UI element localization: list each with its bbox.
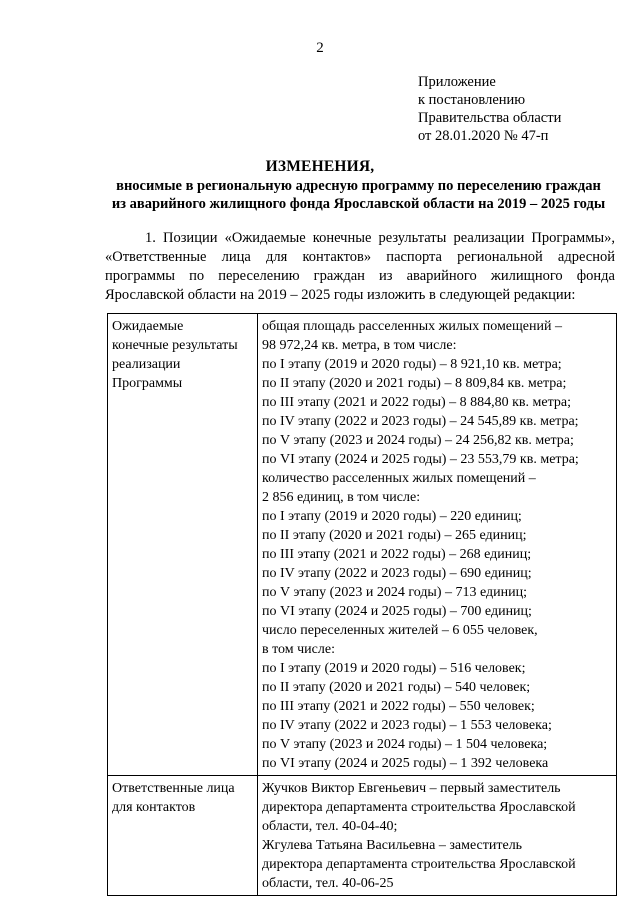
cell-line: директора департамента строительства Ярославской — [262, 800, 576, 815]
appendix-block — [418, 73, 561, 145]
cell-line: по II этапу (2020 и 2021 годы) – 540 человек; — [262, 680, 531, 695]
table-row — [108, 314, 617, 776]
cell-line: число переселенных жителей – 6 055 человек, — [262, 623, 538, 638]
cell-line: области, тел. 40-06-25 — [262, 876, 394, 891]
cell-line: по V этапу (2023 и 2024 годы) – 24 256,82 кв. метра; — [262, 433, 574, 448]
cell-line: по III этапу (2021 и 2022 годы) – 268 единиц; — [262, 547, 532, 562]
table-row — [108, 776, 617, 896]
subtitle-line: вносимые в региональную адресную программу по переселению граждан — [116, 178, 601, 194]
cell-line: общая площадь расселенных жилых помещений – — [262, 319, 562, 334]
row-label-contacts — [108, 776, 258, 896]
subtitle-line: из аварийного жилищного фонда Ярославской области на 2019 – 2025 годы — [111, 196, 606, 212]
cell-line: по III этапу (2021 и 2022 годы) – 8 884,80 кв. метра; — [262, 395, 572, 410]
cell-line: по IV этапу (2022 и 2023 годы) – 1 553 человека; — [262, 718, 552, 733]
cell-line: Жгулева Татьяна Васильевна – заместитель — [262, 838, 523, 853]
cell-line: директора департамента строительства Ярославской — [262, 857, 576, 872]
appendix-line: Приложение — [418, 74, 496, 90]
cell-line: по IV этапу (2022 и 2023 годы) – 690 единиц; — [262, 566, 532, 581]
cell-line: по III этапу (2021 и 2022 годы) – 550 человек; — [262, 699, 535, 714]
cell-line: по VI этапу (2024 и 2025 годы) – 700 единиц; — [262, 604, 532, 619]
document-subtitle — [96, 177, 621, 213]
cell-line: для контактов — [112, 800, 196, 815]
cell-line: по IV этапу (2022 и 2023 годы) – 24 545,89 кв. метра; — [262, 414, 579, 429]
page-number: 2 — [316, 40, 324, 56]
cell-line: 98 972,24 кв. метра, в том числе: — [262, 338, 457, 353]
cell-line: области, тел. 40-04-40; — [262, 819, 398, 834]
appendix-line: к постановлению — [418, 92, 526, 108]
cell-line: реализации — [112, 357, 181, 372]
appendix-line: от 28.01.2020 № 47-п — [418, 128, 549, 144]
cell-line: по V этапу (2023 и 2024 годы) – 1 504 человека; — [262, 737, 548, 752]
cell-line: по II этапу (2020 и 2021 годы) – 265 единиц; — [262, 528, 527, 543]
cell-line: по II этапу (2020 и 2021 годы) – 8 809,84 кв. метра; — [262, 376, 567, 391]
cell-line: Ответственные лица — [112, 781, 235, 796]
cell-line: в том числе: — [262, 642, 335, 657]
cell-line: по I этапу (2019 и 2020 годы) – 516 человек; — [262, 661, 526, 676]
cell-line: по I этапу (2019 и 2020 годы) – 8 921,10 кв. метра; — [262, 357, 562, 372]
cell-line: Ожидаемые — [112, 319, 184, 334]
cell-line: по VI этапу (2024 и 2025 годы) – 1 392 человека — [262, 756, 549, 771]
row-label-expected-results — [108, 314, 258, 776]
cell-line: по I этапу (2019 и 2020 годы) – 220 единиц; — [262, 509, 522, 524]
intro-text: 1. Позиции «Ожидаемые конечные результаты реализации Программы», «Ответственные лица для контактов» паспорта региональной адресной программы по переселению граждан из аварийного жилищного фонда Ярославской области на 2019 – 2025 годы изложить в следующей редакции: — [105, 230, 615, 303]
appendix-line: Правительства области — [418, 110, 562, 126]
intro-paragraph — [105, 229, 615, 305]
cell-line: конечные результаты — [112, 338, 238, 353]
row-value-contacts — [258, 776, 617, 896]
row-value-expected-results — [258, 314, 617, 776]
cell-line: Программы — [112, 376, 183, 391]
document-title: ИЗМЕНЕНИЯ, — [265, 158, 375, 175]
cell-line: количество расселенных жилых помещений – — [262, 471, 536, 486]
cell-line: Жучков Виктор Евгеньевич – первый заместитель — [262, 781, 561, 796]
cell-line: 2 856 единиц, в том числе: — [262, 490, 421, 505]
cell-line: по V этапу (2023 и 2024 годы) – 713 единиц; — [262, 585, 528, 600]
cell-line: по VI этапу (2024 и 2025 годы) – 23 553,79 кв. метра; — [262, 452, 579, 467]
changes-table — [107, 313, 617, 896]
